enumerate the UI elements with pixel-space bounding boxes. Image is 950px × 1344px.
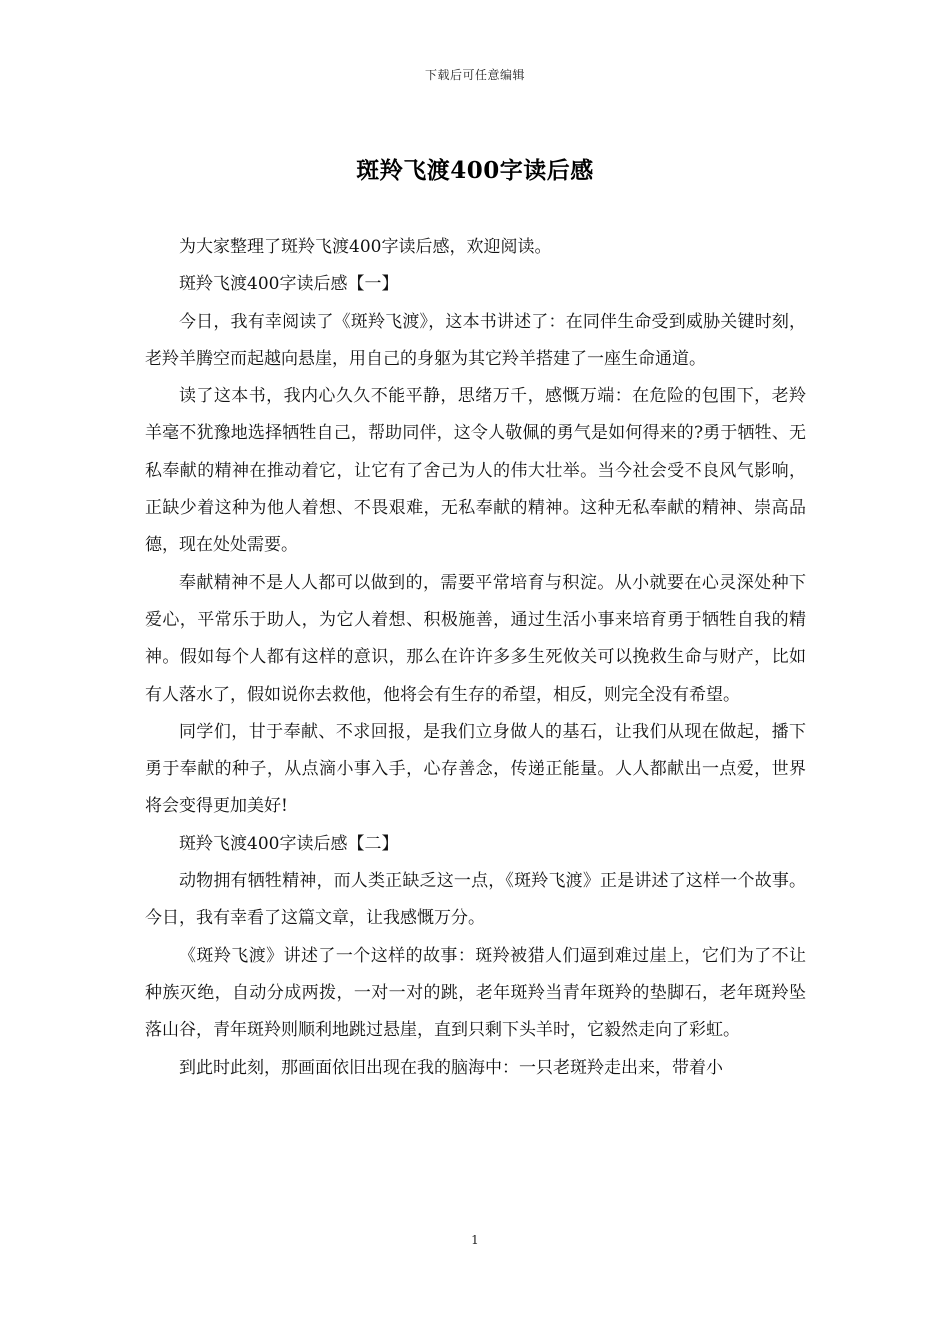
body-paragraph: 今日，我有幸阅读了《斑羚飞渡》，这本书讲述了：在同伴生命受到威胁关键时刻，老羚羊腾空而起越向悬崖，用自己的身躯为其它羚羊搭建了一座生命通道。 — [145, 311, 806, 369]
document-body — [145, 229, 806, 1087]
section-heading-two: 斑羚飞渡400字读后感【二】 — [179, 833, 399, 854]
body-paragraph: 奉献精神不是人人都可以做到的，需要平常培育与积淀。从小就要在心灵深处种下爱心，平常乐于助人，为它人着想、积极施善，通过生活小事来培育勇于牺牲自我的精神。假如每个人都有这样的意识，那么在许许多多生死攸关可以挽救生命与财产，比如有人落水了，假如说你去救他，他将会有生存的希望，相反，则完全没有希望。 — [145, 572, 806, 705]
intro-paragraph: 为大家整理了斑羚飞渡400字读后感，欢迎阅读。 — [179, 237, 552, 257]
page-number: 1 — [471, 1233, 479, 1247]
body-paragraph: 动物拥有牺牲精神，而人类正缺乏这一点，《斑羚飞渡》正是讲述了这样一个故事。今日，我有幸看了这篇文章，让我感慨万分。 — [145, 871, 806, 929]
body-paragraph: 读了这本书，我内心久久不能平静，思绪万千，感慨万端：在危险的包围下，老羚羊毫不犹豫地选择牺牲自己，帮助同伴，这令人敬佩的勇气是如何得来的?勇于牺牲、无私奉献的精神在推动着它，让它有了舍己为人的伟大壮举。当今社会受不良风气影响，正缺少着这种为他人着想、不畏艰难，无私奉献的精神。这种无私奉献的精神、崇高品德，现在处处需要。 — [145, 386, 806, 556]
header-note: 下载后可任意编辑 — [424, 68, 525, 82]
body-paragraph: 同学们，甘于奉献、不求回报，是我们立身做人的基石，让我们从现在做起，播下勇于奉献的种子，从点滴小事入手，心存善念，传递正能量。人人都献出一点爱，世界将会变得更加美好! — [145, 721, 806, 817]
section-heading-one: 斑羚飞渡400字读后感【一】 — [179, 274, 399, 295]
body-paragraph: 《斑羚飞渡》讲述了一个这样的故事：斑羚被猎人们逼到难过崖上，它们为了不让种族灭绝，自动分成两拨，一对一对的跳，老年斑羚当青年斑羚的垫脚石，老年斑羚坠落山谷，青年斑羚则顺利地跳过悬崖，直到只剩下头羊时，它毅然走向了彩虹。 — [145, 945, 806, 1041]
document-title: 斑羚飞渡400字读后感 — [356, 157, 594, 184]
body-paragraph: 到此时此刻，那画面依旧出现在我的脑海中：一只老斑羚走出来，带着小 — [179, 1057, 723, 1078]
